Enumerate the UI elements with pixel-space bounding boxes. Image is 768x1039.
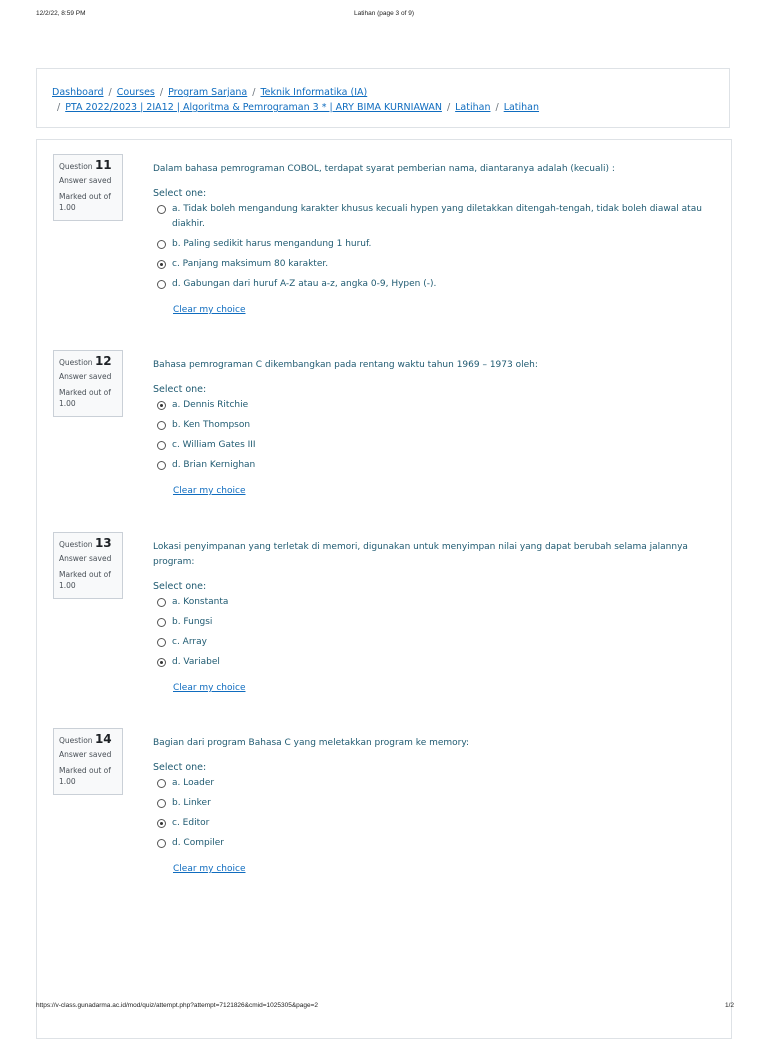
option-label: c. William Gates III — [172, 440, 256, 450]
question-number: 11 — [94, 158, 112, 172]
answer-option-d[interactable] — [153, 655, 723, 670]
breadcrumb-latihan-quiz[interactable]: Latihan — [503, 102, 540, 113]
question-grade: Marked out of 1.00 — [59, 388, 111, 408]
answer-option-c[interactable] — [153, 816, 723, 831]
question-label: Question — [59, 736, 93, 745]
question-state: Answer saved — [59, 372, 112, 381]
question-number: 12 — [94, 354, 112, 368]
question-state: Answer saved — [59, 554, 112, 563]
breadcrumb-separator: / — [159, 87, 164, 98]
question-number: 13 — [94, 536, 112, 550]
option-label: b. Fungsi — [172, 617, 213, 627]
breadcrumb-course[interactable]: PTA 2022/2023 | 2IA12 | Algoritma & Pemrograman 3 * | ARY BIMA KURNIAWAN — [65, 102, 442, 113]
option-label: d. Brian Kernighan — [172, 460, 256, 470]
answer-option-c[interactable] — [153, 438, 723, 453]
answer-option-d[interactable] — [153, 836, 723, 851]
question-state: Answer saved — [59, 176, 112, 185]
option-label: b. Linker — [172, 798, 211, 808]
question-formulation — [153, 540, 723, 694]
answer-option-a[interactable] — [153, 398, 723, 413]
breadcrumb-separator: / — [252, 87, 256, 98]
quiz-content — [36, 139, 732, 1039]
option-label: c. Panjang maksimum 80 karakter. — [172, 259, 329, 269]
breadcrumb-separator: / — [108, 87, 112, 98]
radio-button[interactable] — [157, 240, 166, 249]
question-text: Lokasi penyimpanan yang terletak di memori, digunakan untuk menyimpan nilai yang dapat berubah selama jalannya program: — [153, 542, 688, 567]
select-one-prompt: Select one: — [153, 384, 207, 395]
question-number: 14 — [94, 732, 112, 746]
option-label: a. Konstanta — [172, 597, 229, 607]
question-label: Question — [59, 540, 93, 549]
radio-button[interactable] — [157, 401, 166, 410]
answer-option-d[interactable] — [153, 277, 723, 292]
radio-button[interactable] — [157, 618, 166, 627]
option-label: b. Ken Thompson — [172, 420, 251, 430]
option-label: a. Dennis Ritchie — [172, 400, 249, 410]
breadcrumb-latihan-section[interactable]: Latihan — [455, 102, 491, 113]
radio-button[interactable] — [157, 799, 166, 808]
question-text: Bagian dari program Bahasa C yang meletakkan program ke memory: — [153, 738, 470, 748]
radio-button[interactable] — [157, 260, 166, 269]
question-info — [53, 350, 123, 417]
question-info — [53, 728, 123, 795]
option-label: d. Compiler — [172, 838, 224, 848]
question-grade: Marked out of 1.00 — [59, 192, 111, 212]
breadcrumb-teknik-informatika[interactable]: Teknik Informatika (IA) — [260, 87, 368, 98]
print-url: https://v-class.gunadarma.ac.id/mod/quiz/attempt.php?attempt=7121826&cmid=1025305&page=2 — [36, 1002, 319, 1009]
answer-option-c[interactable] — [153, 635, 723, 650]
option-label: d. Variabel — [172, 657, 220, 667]
answer-option-a[interactable] — [153, 595, 723, 610]
radio-button[interactable] — [157, 779, 166, 788]
breadcrumb — [52, 85, 722, 115]
question-grade: Marked out of 1.00 — [59, 766, 111, 786]
select-one-prompt: Select one: — [153, 581, 207, 592]
breadcrumb-dashboard[interactable]: Dashboard — [52, 87, 104, 98]
question-info — [53, 532, 123, 599]
radio-button[interactable] — [157, 441, 166, 450]
question-grade: Marked out of 1.00 — [59, 570, 111, 590]
clear-choice-link[interactable]: Clear my choice — [173, 683, 246, 693]
select-one-prompt: Select one: — [153, 762, 207, 773]
breadcrumb-card — [36, 68, 730, 128]
radio-button[interactable] — [157, 461, 166, 470]
question-text: Bahasa pemrograman C dikembangkan pada rentang waktu tahun 1969 – 1973 oleh: — [153, 360, 538, 370]
option-label: d. Gabungan dari huruf A-Z atau a-z, angka 0-9, Hypen (-). — [172, 279, 437, 289]
option-label: a. Loader — [172, 778, 215, 788]
clear-choice-link[interactable]: Clear my choice — [173, 486, 246, 496]
question-formulation — [153, 736, 723, 875]
radio-button[interactable] — [157, 638, 166, 647]
clear-choice-link[interactable]: Clear my choice — [173, 864, 246, 874]
question-state: Answer saved — [59, 750, 112, 759]
breadcrumb-separator: / — [57, 102, 61, 113]
clear-choice-link[interactable]: Clear my choice — [173, 305, 246, 315]
breadcrumb-separator: / — [495, 102, 499, 113]
answer-option-c[interactable] — [153, 257, 723, 272]
question-label: Question — [59, 162, 93, 171]
answer-option-a[interactable] — [153, 776, 723, 791]
option-label: a. Tidak boleh mengandung karakter khusus kecuali hypen yang diletakkan ditengah-tengah, tidak boleh diawal atau diakhir. — [172, 204, 702, 229]
question-label: Question — [59, 358, 93, 367]
question-formulation — [153, 162, 723, 316]
breadcrumb-program-sarjana[interactable]: Program Sarjana — [168, 87, 248, 98]
breadcrumb-separator: / — [446, 102, 451, 113]
answer-options — [153, 595, 723, 670]
radio-button[interactable] — [157, 658, 166, 667]
print-page-number: 1/2 — [724, 1002, 734, 1009]
radio-button[interactable] — [157, 280, 166, 289]
question-text: Dalam bahasa pemrograman COBOL, terdapat syarat pemberian nama, diantaranya adalah (kecuali) : — [153, 164, 615, 174]
option-label: b. Paling sedikit harus mengandung 1 huruf. — [172, 239, 372, 249]
print-datetime: 12/2/22, 8:59 PM — [36, 10, 86, 17]
question-info — [53, 154, 123, 221]
answer-option-a[interactable] — [153, 202, 723, 232]
answer-option-b[interactable] — [153, 615, 723, 630]
option-label: c. Editor — [172, 818, 210, 828]
breadcrumb-courses[interactable]: Courses — [116, 87, 155, 98]
answer-options — [153, 776, 723, 851]
answer-option-b[interactable] — [153, 418, 723, 433]
print-footer — [0, 1002, 768, 1012]
radio-button[interactable] — [157, 205, 166, 214]
answer-option-d[interactable] — [153, 458, 723, 473]
question-formulation — [153, 358, 723, 497]
print-page-title: Latihan (page 3 of 9) — [354, 10, 414, 17]
radio-button[interactable] — [157, 421, 166, 430]
radio-button[interactable] — [157, 839, 166, 848]
radio-button[interactable] — [157, 819, 166, 828]
radio-button[interactable] — [157, 598, 166, 607]
answer-options — [153, 398, 723, 473]
option-label: c. Array — [172, 637, 207, 647]
select-one-prompt: Select one: — [153, 188, 207, 199]
print-header — [0, 10, 768, 20]
answer-option-b[interactable] — [153, 237, 723, 252]
answer-option-b[interactable] — [153, 796, 723, 811]
answer-options — [153, 202, 723, 292]
